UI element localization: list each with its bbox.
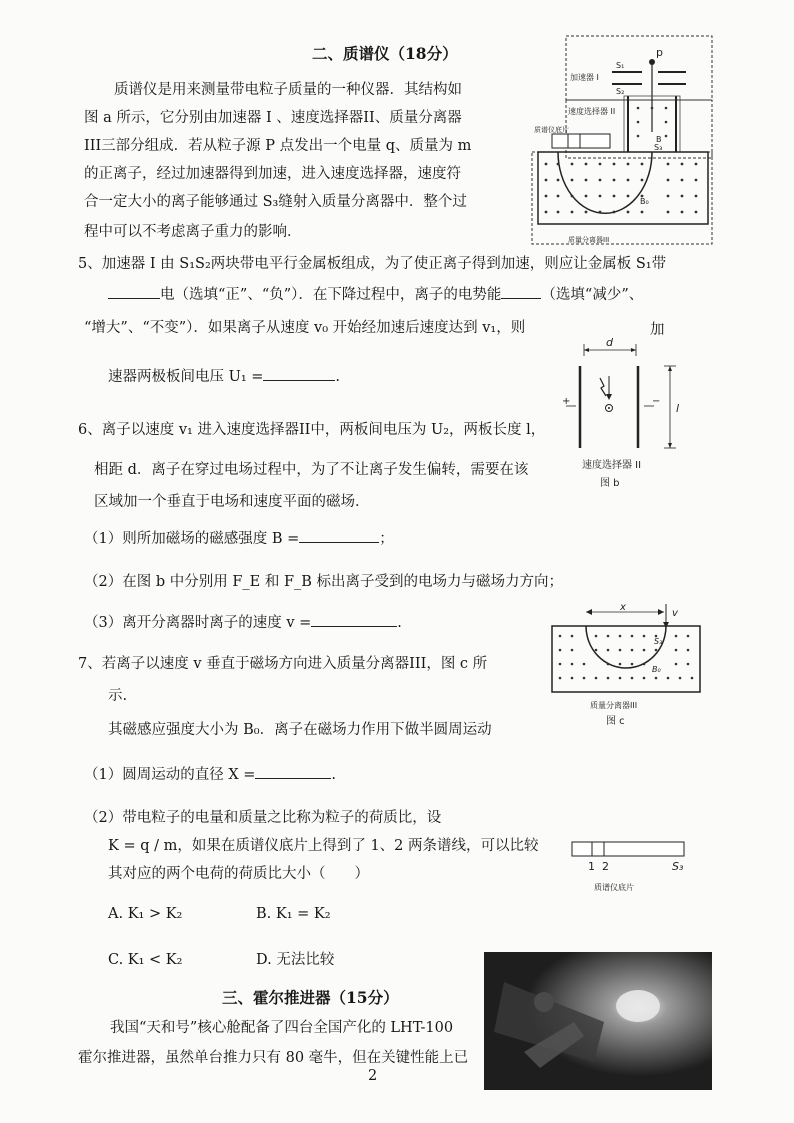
intro-line-6: 程中可以不考虑离子重力的影响． [84, 224, 302, 240]
q6-sub-1 [84, 528, 394, 549]
q6-sub-3 [84, 612, 402, 633]
q5-line-2 [108, 284, 643, 305]
q6-sub-3-text: （3）离开分离器时离子的速度 v = [84, 615, 312, 631]
fig-a-label-separator: 质量分离器III [568, 236, 610, 244]
film-label-2: 2 [602, 860, 609, 873]
intro-line-4: 的正离子，经过加速器得到加速，进入速度选择器，速度符 [84, 166, 461, 182]
hall-thruster-photo [484, 952, 712, 1090]
fig-a-label-b: B [656, 135, 662, 144]
fig-c-label-b0: B₀ [652, 665, 661, 674]
fig-c-fig-label: 图 c [606, 716, 625, 727]
section3-line-1: 我国“天和号”核心舱配备了四台全国产化的 LHT-100 [110, 1020, 454, 1036]
fig-a-label-accel: 加速器 I [570, 73, 599, 82]
intro-line-1: 质谱仪是用来测量带电粒子质量的一种仪器．其结构如 [114, 82, 462, 98]
fig-c-caption: 质量分离器III [590, 701, 638, 710]
fig-b-caption: 速度选择器 II [582, 460, 642, 471]
q6-sub-2: （2）在图 b 中分别用 F_E 和 F_B 标出离子受到的电场力与磁场力方向； [84, 574, 564, 590]
fig-a-label-film: 质谱仪底片 [534, 126, 569, 134]
q5-line-2b: （选填“减少”、 [541, 287, 644, 303]
intro-line-5: 合一定大小的离子能够通过 S₃缝射入质量分离器中．整个过 [84, 194, 467, 210]
intro-line-3: III三部分组成．若从粒子源 P 点发出一个电量 q、质量为 m [84, 138, 472, 154]
q5-line-4 [108, 366, 340, 387]
q6-sub-1-end: ； [379, 531, 394, 547]
q5-line-2a: 电（选填“正”、“负”）．在下降过程中，离子的电势能 [160, 287, 502, 303]
section2-title: 二、质谱仪（18分） [312, 44, 458, 63]
fig-b-label-d: d [606, 336, 613, 349]
figure-film-strip [568, 838, 708, 894]
q7-line-1: 7、若离子以速度 v 垂直于磁场方向进入质量分离器III，图 c 所 [78, 656, 488, 672]
q7-option-c[interactable]: C. K₁ < K₂ [108, 952, 183, 968]
q5-blank-voltage[interactable] [263, 366, 335, 381]
q7-sub-2-line-2: K = q / m，如果在质谱仪底片上得到了 1、2 两条谱线，可以比较 [108, 838, 539, 854]
film-label-1: 1 [588, 860, 595, 873]
q7-sub-1 [84, 764, 336, 785]
fig-b-label-l: l [676, 402, 680, 415]
fig-a-label-s2: S₂ [616, 87, 625, 96]
figure-c-mass-separator [548, 604, 708, 728]
q7-sub-2-line-1: （2）带电粒子的电量和质量之比称为粒子的荷质比，设 [84, 810, 442, 826]
fig-b-fig-label: 图 b [600, 478, 620, 489]
q6-sub-1-text: （1）则所加磁场的磁感强度 B = [84, 531, 300, 547]
q7-blank-diameter[interactable] [255, 764, 331, 779]
fig-a-label-b0: B₀ [640, 197, 649, 206]
figure-a-mass-spectrometer [528, 34, 718, 249]
q5-blank-potential-energy[interactable] [501, 284, 541, 299]
q7-sub-1-text: （1）圆周运动的直径 X = [84, 767, 256, 783]
q7-option-d[interactable]: D. 无法比较 [256, 952, 335, 968]
q6-line-2: 相距 d．离子在穿过电场过程中，为了不让离子发生偏转，需要在该 [94, 462, 529, 478]
section3-line-2: 霍尔推进器，虽然单台推力只有 80 毫牛，但在关键性能上已 [78, 1050, 469, 1066]
q5-line-3: “增大”、“不变”）．如果离子从速度 v₀ 开始经加速后速度达到 v₁，则 [84, 320, 526, 336]
q7-sub-1-end: . [331, 767, 337, 783]
fig-c-label-x: x [620, 602, 626, 613]
q5-line-1: 5、加速器 I 由 S₁S₂两块带电平行金属板组成，为了使正离子得到加速，则应让金属板 S₁带 [78, 256, 667, 272]
fig-a-label-s1: S₁ [616, 61, 625, 70]
q5-blank-charge[interactable] [108, 284, 160, 299]
q7-line-3: 其磁感应强度大小为 B₀．离子在磁场力作用下做半圆周运动 [108, 722, 492, 738]
q6-sub-3-end: . [397, 615, 402, 631]
fig-b-label-minus: − [652, 396, 661, 407]
fig-a-label-p: p [656, 46, 663, 59]
page-number: 2 [368, 1068, 378, 1084]
q5-line-4-end: . [335, 369, 341, 385]
q5-line-4-text: 速器两极板间电压 U₁ = [108, 369, 264, 385]
q7-option-b[interactable]: B. K₁ = K₂ [256, 906, 331, 922]
fig-c-label-v: v [672, 608, 678, 619]
film-caption: 质谱仪底片 [594, 883, 634, 892]
q6-line-3: 区域加一个垂直于电场和速度平面的磁场． [94, 494, 370, 510]
intro-line-2: 图 a 所示，它分别由加速器 I 、速度选择器II、质量分离器 [84, 110, 462, 126]
q6-blank-b-field[interactable] [299, 528, 379, 543]
film-label-s3: S₃ [672, 860, 684, 873]
q7-sub-2-line-3: 其对应的两个电荷的荷质比大小（ ） [108, 866, 369, 882]
q5-line-3-end: 加 [650, 322, 665, 338]
fig-b-label-plus: + [562, 396, 571, 407]
fig-c-label-s3: S₃ [654, 637, 663, 646]
section3-title: 三、霍尔推进器（15分） [222, 988, 399, 1007]
q6-line-1: 6、离子以速度 v₁ 进入速度选择器II中，两板间电压为 U₂，两板长度 l， [78, 422, 546, 438]
figure-b-velocity-selector [562, 336, 692, 496]
q7-line-2: 示. [108, 688, 128, 704]
q6-blank-velocity[interactable] [311, 612, 397, 627]
q7-option-a[interactable]: A. K₁ > K₂ [108, 906, 183, 922]
fig-a-label-selector: 速度选择器 II [568, 107, 616, 116]
fig-a-label-s3: S₃ [654, 143, 663, 152]
